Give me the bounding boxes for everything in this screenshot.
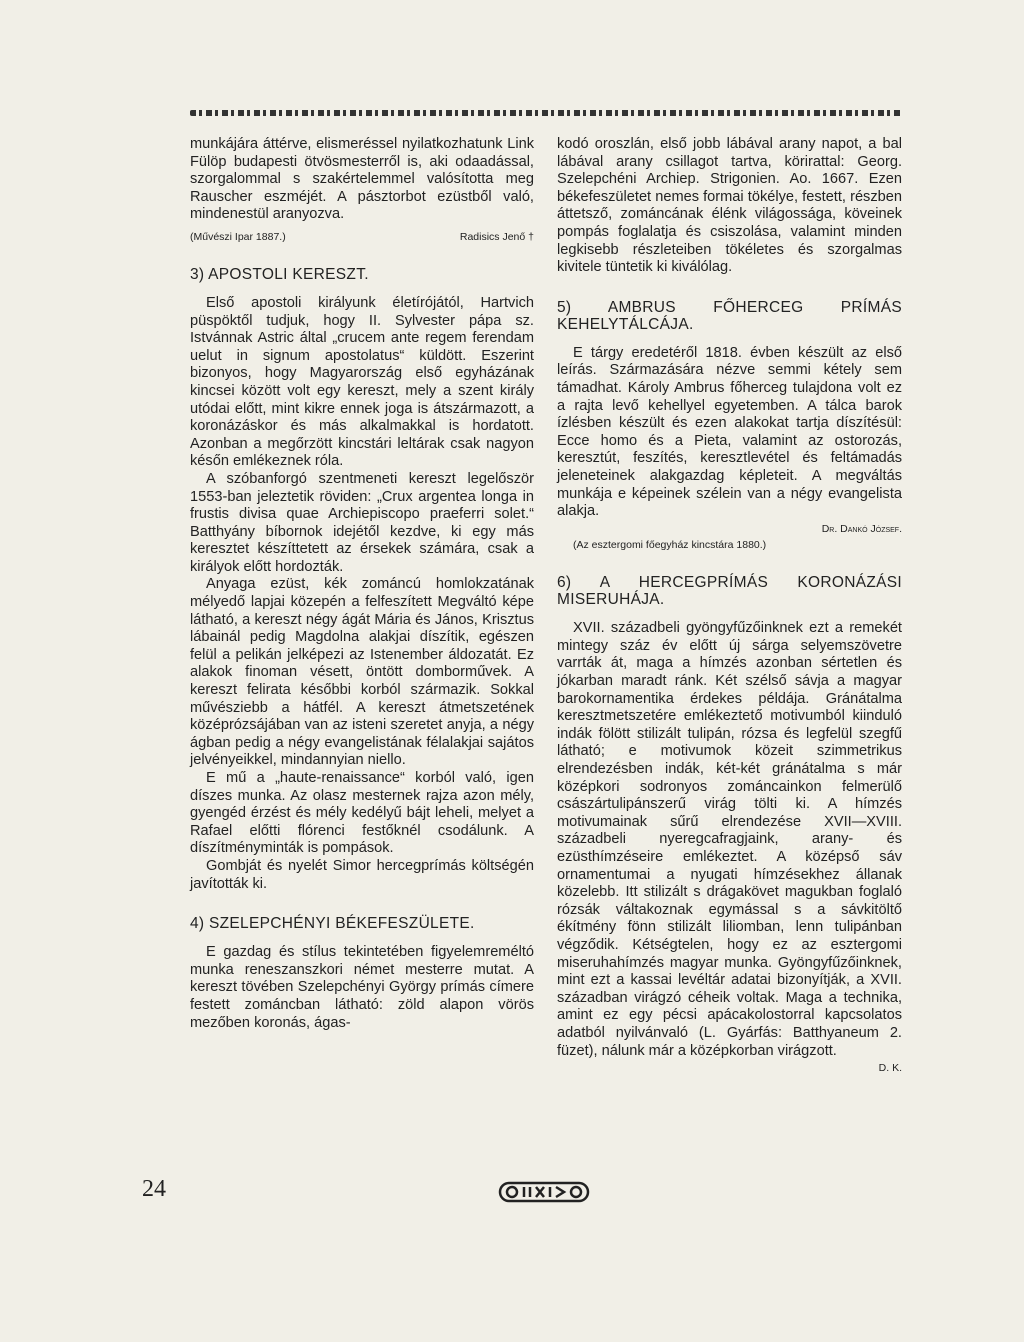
paragraph: Anyaga ezüst, kék zománcú homlokzatának mélyedő lapjai közepén a felfeszített Megváltó képe látható, a kereszt négy ágát Mária és János, Krisztus lábainál pedig Magdolna alakjai díszítik, egészen felül a pelikán jelképezi az Istenember áldozatát. Ez alakok finoman vésett, öntött domborművek. A kereszt felirata későbbi korból származik. Sokkal művésziebb a hátfél. A kereszt átmetszetének középrózsájában van az isteni szeretet anyja, a négy ágban pedig a négy evangelistának félalakjai sajátos jelvényeikkel, mindannyian niello. [190,576,534,769]
right-column [557,136,902,1078]
paragraph: E gazdag és stílus tekintetében figyelemreméltó munka reneszanszkori német mesterre mutat. A kereszt tövében Szelepchényi György prímás címere festett zománcban látható: zöld alapon vörös mezőben koronás, ágas- [190,944,534,1031]
paragraph: A szóbanforgó szentmeneti kereszt legelőször 1553-ban jeleztetik röviden: „Crux argentea longa in frustis divisa quae Archiepiscopo praeferri solet.“ Batthyány bíbornok idejétől kezdve, ki egy más keresztet készíttetett az érsekek számára, csak a királyok előtt hordozták. [190,470,534,575]
decorative-top-border [190,110,902,116]
source-citation: (Művészi Ipar 1887.) [190,230,286,243]
author-signature: D. K. [878,1062,902,1075]
paragraph: Első apostoli királyunk életírójától, Hartvich püspöktől tudjuk, hogy II. Sylvester pápa sz. Istvánnak Astric által „crucem ante regem ferendam uelut in signum apostolatus“ küldött. Eszerint bizonyos, hogy Magyarország első egyházának kincsei között volt egy kereszt, mely a szent király utódai előtt, mint kikre ennek joga is átszármazott, a koronázáskor és más alkalmakkal is hordatott. Azonban a megőrzött kincstári leltárak csak nagyon későn emlékeznek róla. [190,294,534,470]
section-heading-4: 4) SZELEPCHÉNYI BÉKEFESZÜLETE. [190,915,475,933]
paragraph: E mű a „haute-renaissance“ korból való, igen díszes munka. Az olasz mesternek rajza azon mély, gyengéd érzést és mély kedélyű bájt leheli, melyet a Rafael előtti flórenci festőknél csodálunk. A díszítményminták is pompások. [190,770,534,857]
paragraph: XVII. századbeli gyöngyfűzőinknek ezt a remekét mintegy száz év előtt új sárga selyemszövetre varrták át, maga a hímzés azonban sértetlen és jókarban maradt ránk. Két szélső sávja a magyar barokornamentika érdekes példája. Gránátalma keresztmetszetére emlékeztető motivumból kiinduló indák fölött stilizált tulipán, rózsa és legfelül szegfű látható; e motivumok közeit szimmetrikus elrendezésben indák, két-két gránátalma s már középkori sodronyos zománcainkon felmerülő császártulipánszerű virág tölti ki. A hímzés motivumainak sűrű elrendezése XVII—XVIII. századbeli nyeregcafragjaink, arany- és ezüsthímzéseire emlékeztet. A középső sáv ornamentumai a nyugati hímzésekhez állanak közelebb. Itt stilizált s drágakövet magukban foglaló rózsák váltakoznak egymással s a sávkitöltő ékítmény fönn stilizált liliomban, lenn tulipánban végződik. Kétségtelen, hogy ez az esztergomi miseruhahímzés magyar munka. Gyöngyfűzőinknek, mint ezt a kassai levéltár adatai bizonyítják, a XVII. században virágzó céheik voltak. Maga a technika, amint ez egy pécsi apácakolostorral kapcsolatos adatból nyilvánvaló (L. Gyárfás: Batthyaneum 2. füzet), nálunk már a középkorban virágzott. [557,620,902,1059]
paragraph: munkájára áttérve, elismeréssel nyilatkozhatunk Link Fülöp budapesti ötvösmesterről is, aki odaadással, szorgalommal s szakértelemmel valósította meg Rauscher eszméjét. A pásztorbot ezüstből való, mindenestül aranyozva. [190,136,534,223]
paragraph: kodó oroszlán, első jobb lábával arany napot, a bal lábával arany csillagot tartva, körirattal: Georg. Szelepchéni Archiep. Strigonien. Ao. 1667. Ezen békefeszületet nemes formai tökélye, festett, részben áttetsző, zománcának élénk világossága, köveinek pompás foglalatja és csiszolása, valamint minden legkisebb részleteiben tökéletes és szorgalmas kivitele tüntetik ki kiválólag. [557,136,902,276]
paragraph: Gombját és nyelét Simor hercegprímás költségén javították ki. [190,857,534,892]
decorative-ornament-icon [498,1180,590,1204]
section-heading-5: 5) AMBRUS FŐHERCEG PRÍMÁS KEHELYTÁLCÁJA. [557,298,902,333]
section-heading-6: 6) A HERCEGPRÍMÁS KORONÁZÁSI MISERUHÁJA. [557,574,902,609]
paragraph: E tárgy eredetéről 1818. évben készült az első leírás. Származására nézve semmi kétely sem támadhat. Károly Ambrus főherceg tulajdona volt ez a rajta levő kehellyel egyetemben. A tálca barok ízlésben készült és ezen alakokat tartja díszítésül: Ecce homo és a Pieta, valamint az ostorozás, keresztút, feszítés, keresztlevétel és feltámadás jeleneteinek alakgazdag képleteit. A megváltás munkája e képeinek szélein van a négy evangelista alakja. [557,344,902,520]
page-number: 24 [142,1176,166,1202]
left-column [190,136,534,1032]
author-signature: Radisics Jenő † [459,230,534,243]
section-heading-3: 3) APOSTOLI KERESZT. [190,265,369,283]
source-line [190,230,534,244]
source-citation: (Az esztergomi főegyház kincstára 1880.) [573,539,767,552]
author-signature: Dr. Dankó József. [821,522,902,535]
